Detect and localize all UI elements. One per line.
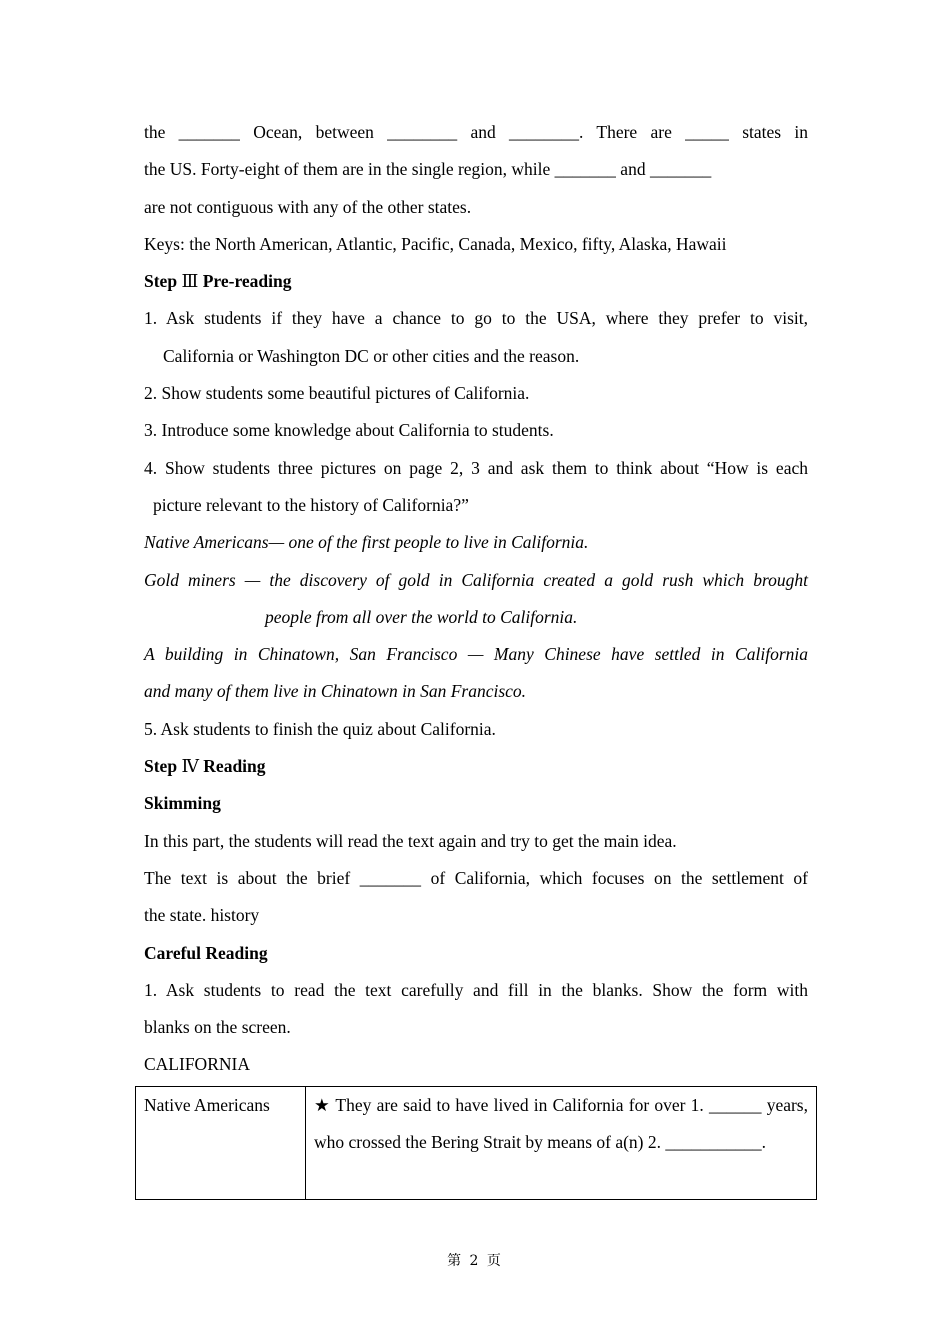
- italic-line: people from all over the world to California.: [265, 606, 578, 627]
- table-row: [136, 1087, 817, 1200]
- text-line: the US. Forty-eight of them are in the single region, while _______ and _______: [144, 159, 712, 180]
- careful-reading-heading: Careful Reading: [144, 942, 268, 963]
- text-line: are not contiguous with any of the other states.: [144, 196, 472, 217]
- prereading-item: 1. Ask students if they have a chance to go to the USA, where they prefer to visit,: [144, 308, 808, 329]
- italic-line: A building in Chinatown, San Francisco — Many Chinese have settled in California: [144, 644, 808, 665]
- careful-reading-text: blanks on the screen.: [144, 1017, 291, 1038]
- prereading-item: 3. Introduce some knowledge about California to students.: [144, 420, 554, 441]
- prereading-item-cont: California or Washington DC or other cities and the reason.: [163, 345, 580, 366]
- skimming-text: The text is about the brief _______ of California, which focuses on the settlement of: [144, 867, 808, 888]
- prereading-item: 2. Show students some beautiful pictures of California.: [144, 383, 530, 404]
- skimming-text: the state. history: [144, 905, 260, 926]
- prereading-item-cont: picture relevant to the history of California?”: [153, 494, 469, 515]
- careful-reading-text: 1. Ask students to read the text carefully and fill in the blanks. Show the form with: [144, 979, 808, 1000]
- italic-line: Gold miners — the discovery of gold in California created a gold rush which brought: [144, 569, 808, 590]
- row-label-native-americans: Native Americans: [136, 1087, 306, 1200]
- skimming-text: In this part, the students will read the text again and try to get the main idea.: [144, 830, 677, 851]
- california-table: [135, 1086, 817, 1200]
- text-line: the _______ Ocean, between ________ and ________. There are _____ states in: [144, 122, 808, 142]
- italic-line: and many of them live in Chinatown in San Francisco.: [144, 681, 527, 702]
- skimming-heading: Skimming: [144, 793, 221, 814]
- table-title: CALIFORNIA: [144, 1054, 250, 1075]
- step4-heading: Step Ⅳ Reading: [144, 756, 266, 777]
- page-footer: 第 2 页: [447, 1253, 503, 1269]
- row-text-native-americans: ★ They are said to have lived in California for over 1. ______ years, who crossed the Bering Strait by means of a(n) 2. ___________.: [306, 1087, 817, 1200]
- keys-line: Keys: the North American, Atlantic, Pacific, Canada, Mexico, fifty, Alaska, Hawaii: [144, 233, 727, 254]
- prereading-item: 4. Show students three pictures on page 2, 3 and ask them to think about “How is each: [144, 457, 808, 478]
- step3-heading: Step Ⅲ Pre-reading: [144, 271, 292, 292]
- document-body: [144, 114, 808, 1084]
- italic-line: Native Americans— one of the first people to live in California.: [144, 532, 589, 553]
- prereading-item: 5. Ask students to finish the quiz about California.: [144, 718, 496, 739]
